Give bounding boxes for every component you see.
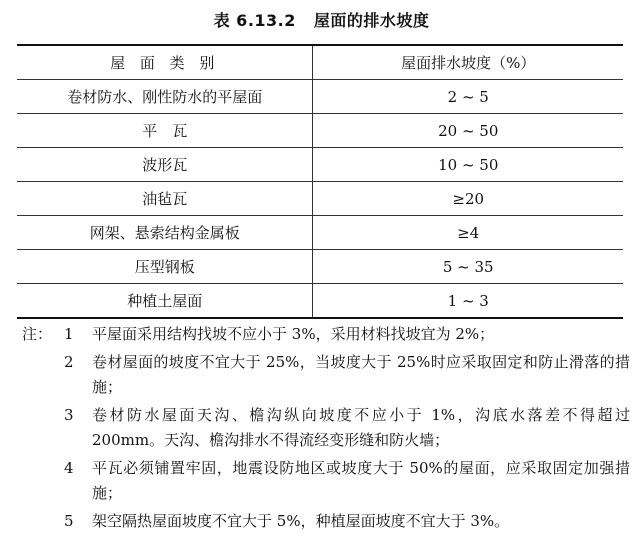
note-number: 3: [64, 406, 74, 424]
note-text: 架空隔热屋面坡度不宜大于 5%，种植屋面坡度不宜大于 3%。: [92, 512, 510, 530]
roof-type-cell: 卷材防水、刚性防水的平屋面: [17, 80, 313, 114]
roof-type-cell: 压型钢板: [17, 250, 313, 284]
note-text: 卷材屋面的坡度不宜大于 25%，当坡度大于 25%时应采取固定和防止滑落的措施；: [92, 353, 630, 396]
roof-type-cell: 平 瓦: [17, 114, 313, 148]
table-row: [17, 148, 623, 182]
drainage-slope-table: [17, 44, 623, 319]
table-row: [17, 182, 623, 216]
note-item: [22, 322, 630, 347]
table-row: [17, 114, 623, 148]
note-text: 平屋面采用结构找坡不应小于 3%，采用材料找坡宜为 2%；: [92, 325, 495, 343]
table-row: [17, 80, 623, 114]
column-header-slope: 屋面排水坡度（%）: [313, 45, 623, 80]
table-row: [17, 284, 623, 319]
slope-cell: 1 ~ 3: [313, 284, 623, 319]
slope-cell: 20 ~ 50: [313, 114, 623, 148]
slope-cell: 10 ~ 50: [313, 148, 623, 182]
roof-type-cell: 波形瓦: [17, 148, 313, 182]
notes-prefix: 注：: [22, 325, 53, 343]
notes-section: [22, 322, 630, 537]
note-number: 1: [64, 325, 74, 343]
note-item: [22, 350, 630, 400]
note-number: 4: [64, 459, 74, 477]
slope-cell: ≥4: [313, 216, 623, 250]
table-header-row: [17, 45, 623, 80]
note-text: 平瓦必须铺置牢固，地震设防地区或坡度大于 50%的屋面，应采取固定加强措施；: [92, 459, 630, 502]
table-caption: 屋面的排水坡度: [313, 11, 430, 30]
note-number: 2: [64, 353, 74, 371]
roof-type-cell: 种植土屋面: [17, 284, 313, 319]
table-title: [0, 8, 643, 31]
roof-type-cell: 网架、悬索结构金属板: [17, 216, 313, 250]
note-text: 卷材防水屋面天沟、檐沟纵向坡度不应小于 1%，沟底水落差不得超过 200mm。天沟、檐沟排水不得流经变形缝和防火墙；: [92, 406, 630, 449]
note-item: [22, 509, 630, 534]
column-header-roof-type: 屋 面 类 别: [17, 45, 313, 80]
table-number: 表 6.13.2: [213, 11, 296, 30]
roof-type-cell: 油毡瓦: [17, 182, 313, 216]
table-row: [17, 216, 623, 250]
slope-cell: 5 ~ 35: [313, 250, 623, 284]
table-row: [17, 250, 623, 284]
note-item: [22, 403, 630, 453]
slope-cell: ≥20: [313, 182, 623, 216]
note-item: [22, 456, 630, 506]
note-number: 5: [64, 512, 74, 530]
slope-cell: 2 ~ 5: [313, 80, 623, 114]
